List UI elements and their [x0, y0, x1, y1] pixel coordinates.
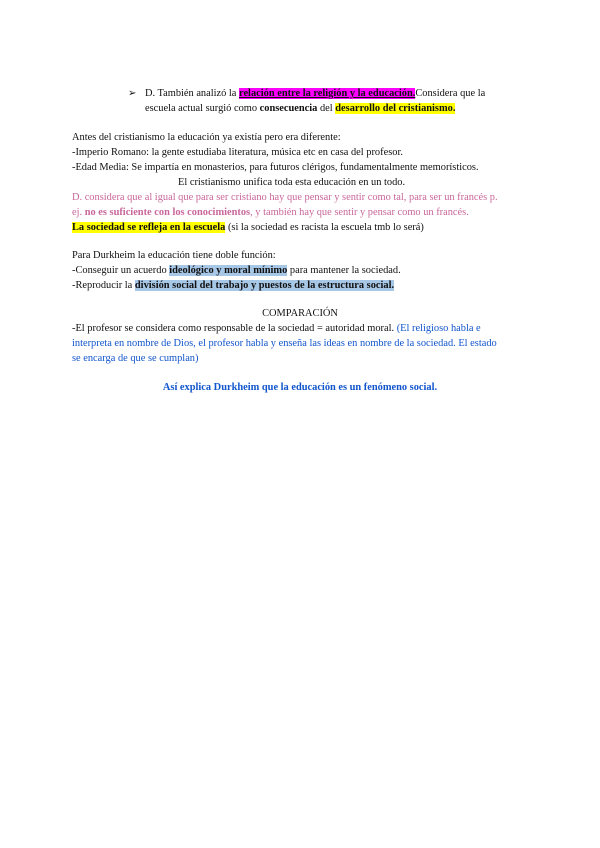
text-segment: para mantener la sociedad.	[287, 265, 401, 276]
text-segment: -Reproducir la	[72, 280, 135, 291]
history-center-note: El cristianismo unifica toda esta educación en un todo.	[178, 177, 406, 188]
conclusion: Así explica Durkheim que la educación es un fenómeno social.	[162, 382, 438, 393]
bold-conocimientos: no es suficiente con los conocimientos	[84, 207, 251, 218]
comparison-line-2: interpreta en nombre de Dios, el profesor habla y enseña las ideas en nombre de la sociedad. El estado	[72, 338, 497, 349]
reflect-line	[72, 221, 424, 235]
pink-line-2	[72, 206, 469, 220]
comparison-line-1	[72, 322, 481, 336]
function-item-1	[72, 264, 401, 278]
history-intro: Antes del cristianismo la educación ya existía pero era diferente:	[72, 132, 341, 143]
text-segment: escuela actual surgió como	[145, 103, 260, 114]
highlight-sociedad-escuela: La sociedad se refleja en la escuela	[72, 222, 226, 233]
arrow-bullet-icon: ➢	[128, 88, 137, 99]
highlight-cristianismo: desarrollo del cristianismo.	[335, 103, 456, 114]
text-segment: -Conseguir un acuerdo	[72, 265, 170, 276]
blue-text-segment: (El religioso habla e	[396, 323, 481, 334]
function-intro: Para Durkheim la educación tiene doble función:	[72, 250, 276, 261]
text-segment: -El profesor se considera como responsable de la sociedad = autoridad moral.	[72, 323, 397, 334]
highlight-division-social: división social del trabajo y puestos de la estructura social.	[134, 280, 395, 291]
text-segment: (si la sociedad es racista la escuela tmb lo será)	[225, 222, 424, 233]
bold-consecuencia: consecuencia	[259, 103, 318, 114]
comparison-heading: COMPARACIÓN	[262, 308, 338, 319]
text-segment: Considera que la	[415, 88, 486, 99]
function-item-2	[72, 279, 394, 293]
text-segment: D. También analizó la	[145, 88, 240, 99]
history-item-rome: -Imperio Romano: la gente estudiaba literatura, música etc en casa del profesor.	[72, 147, 403, 158]
comparison-line-3: se encarga de que se cumplan)	[72, 353, 199, 364]
text-segment: , y también hay que sentir y pensar como un francés.	[250, 207, 469, 218]
bullet-line-1	[145, 87, 485, 101]
text-segment: del	[317, 103, 336, 114]
history-item-middle-ages: -Edad Media: Se impartía en monasterios, para futuros clérigos, fundamentalmente memorísticos.	[72, 162, 479, 173]
highlight-ideologico: ideológico y moral mínimo	[169, 265, 288, 276]
pink-line-1: D. considera que al igual que para ser cristiano hay que pensar y sentir como tal, para ser un francés p.	[72, 192, 498, 203]
text-segment: ej.	[72, 207, 85, 218]
highlight-religion-education: relación entre la religión y la educación.	[239, 88, 416, 99]
bullet-line-2	[145, 102, 455, 116]
